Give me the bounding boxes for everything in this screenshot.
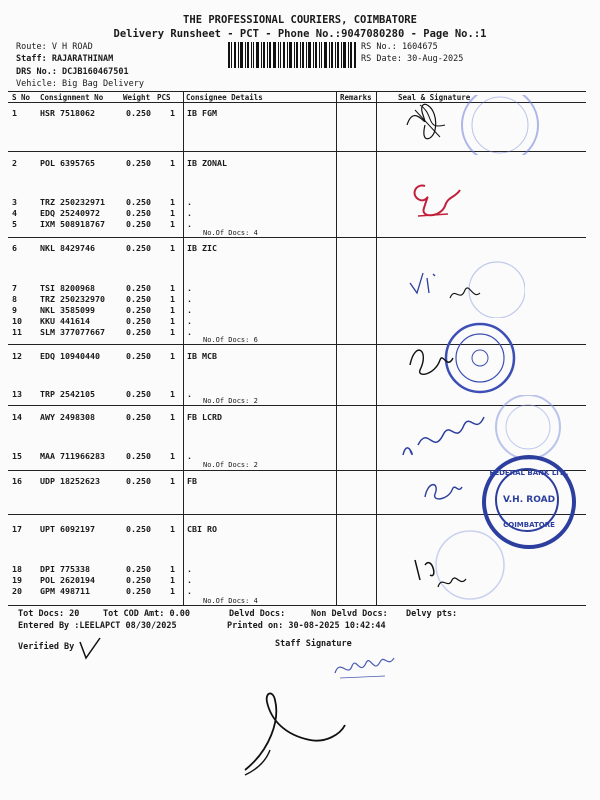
drs-number: DRS No.: DCJB160467501: [16, 67, 129, 77]
row-consignee: .: [187, 575, 192, 585]
row-consignee: .: [187, 305, 192, 315]
row-consignment: EDQ 10940440: [40, 351, 100, 361]
row-consignee: .: [187, 564, 192, 574]
row-weight: 0.250: [126, 243, 151, 253]
large-signature: [225, 680, 355, 790]
row-consignee: FB LCRD: [187, 412, 222, 422]
row-sno: 10: [12, 316, 22, 326]
row-sno: 4: [12, 208, 17, 218]
total-docs: Tot Docs: 20: [18, 609, 80, 619]
row-sno: 14: [12, 412, 22, 422]
row-sno: 3: [12, 197, 17, 207]
row-consignee: .: [187, 219, 192, 229]
row-weight: 0.250: [126, 586, 151, 596]
row-weight: 0.250: [126, 197, 151, 207]
row-pcs: 1: [170, 586, 175, 596]
doc-count: No.Of Docs: 2: [203, 461, 258, 469]
row-consignee: FB: [187, 476, 197, 486]
row-sno: 7: [12, 283, 17, 293]
row-weight: 0.250: [126, 412, 151, 422]
row-sno: 5: [12, 219, 17, 229]
row-consignment: HSR 7518062: [40, 108, 95, 118]
row-sno: 13: [12, 389, 22, 399]
row-consignment: UPT 6092197: [40, 524, 95, 534]
signature-stamp-row-1: [395, 95, 585, 155]
row-consignee: .: [187, 586, 192, 596]
row-consignment: NKL 8429746: [40, 243, 95, 253]
group-separator: [8, 237, 586, 238]
col-header-remarks: Remarks: [340, 93, 372, 102]
row-sno: 12: [12, 351, 22, 361]
row-pcs: 1: [170, 327, 175, 337]
rs-number: RS No.: 1604675: [361, 42, 438, 52]
row-consignee: .: [187, 389, 192, 399]
row-pcs: 1: [170, 158, 175, 168]
row-weight: 0.250: [126, 351, 151, 361]
total-cod: Tot COD Amt: 0.00: [103, 609, 190, 619]
row-consignee: .: [187, 283, 192, 293]
col-header-weight: Weight: [123, 93, 151, 102]
row-sno: 8: [12, 294, 17, 304]
row-consignee: IB MCB: [187, 351, 217, 361]
row-weight: 0.250: [126, 327, 151, 337]
row-weight: 0.250: [126, 208, 151, 218]
signature-stamp-row-17: [410, 525, 520, 605]
row-sno: 19: [12, 575, 22, 585]
row-consignee: .: [187, 451, 192, 461]
table-top-rule: [8, 91, 586, 92]
row-sno: 18: [12, 564, 22, 574]
row-weight: 0.250: [126, 219, 151, 229]
rs-date: RS Date: 30-Aug-2025: [361, 54, 464, 64]
runsheet-subtitle: Delivery Runsheet - PCT - Phone No.:9047080280 - Page No.:1: [113, 28, 487, 40]
row-consignment: MAA 711966283: [40, 451, 105, 461]
column-divider: [336, 91, 337, 606]
row-pcs: 1: [170, 451, 175, 461]
table-bottom-rule: [8, 605, 586, 606]
staff-signature-label: Staff Signature: [275, 639, 352, 649]
col-header-consignee: Consignee Details: [186, 93, 263, 102]
row-pcs: 1: [170, 305, 175, 315]
col-header-consignment: Consignment No: [40, 93, 104, 102]
staff-label: Staff: RAJARATHINAM: [16, 54, 114, 64]
row-consignment: POL 6395765: [40, 158, 95, 168]
row-pcs: 1: [170, 351, 175, 361]
row-pcs: 1: [170, 108, 175, 118]
row-sno: 6: [12, 243, 17, 253]
row-sno: 15: [12, 451, 22, 461]
doc-count: No.Of Docs: 6: [203, 336, 258, 344]
row-weight: 0.250: [126, 283, 151, 293]
company-title: THE PROFESSIONAL COURIERS, COIMBATORE: [183, 14, 417, 26]
row-weight: 0.250: [126, 476, 151, 486]
printed-on: Printed on: 30-08-2025 10:42:44: [227, 621, 386, 631]
row-weight: 0.250: [126, 305, 151, 315]
col-header-pcs: PCS: [157, 93, 171, 102]
row-sno: 20: [12, 586, 22, 596]
signature-row-16: [420, 472, 465, 507]
delivered-docs: Delvd Docs:: [229, 609, 286, 619]
row-pcs: 1: [170, 294, 175, 304]
doc-count: No.Of Docs: 4: [203, 597, 258, 605]
indian-bank-seal: [405, 320, 525, 395]
doc-count: No.Of Docs: 2: [203, 397, 258, 405]
verified-by-signature: [76, 634, 106, 664]
signature-stamp-row-6: [405, 258, 525, 318]
row-pcs: 1: [170, 564, 175, 574]
barcode: [228, 42, 356, 68]
row-consignment: EDQ 25240972: [40, 208, 100, 218]
row-consignee: .: [187, 327, 192, 337]
row-pcs: 1: [170, 575, 175, 585]
row-consignment: GPM 498711: [40, 586, 90, 596]
row-consignee: IB ZONAL: [187, 158, 227, 168]
row-consignee: CBI RO: [187, 524, 217, 534]
row-consignee: .: [187, 208, 192, 218]
row-pcs: 1: [170, 476, 175, 486]
seal-text-branch: V.H. ROAD: [502, 495, 556, 505]
row-weight: 0.250: [126, 158, 151, 168]
row-sno: 16: [12, 476, 22, 486]
col-header-sno: S No: [12, 93, 31, 102]
row-pcs: 1: [170, 524, 175, 534]
row-weight: 0.250: [126, 316, 151, 326]
signature-red: [400, 178, 470, 223]
verified-by-label: Verified By: [18, 642, 75, 652]
row-sno: 17: [12, 524, 22, 534]
row-pcs: 1: [170, 389, 175, 399]
row-sno: 9: [12, 305, 17, 315]
row-sno: 2: [12, 158, 17, 168]
row-consignment: KKU 441614: [40, 316, 90, 326]
seal-text-city: COIMBATORE: [503, 521, 555, 529]
row-weight: 0.250: [126, 564, 151, 574]
row-consignment: AWY 2498308: [40, 412, 95, 422]
row-pcs: 1: [170, 412, 175, 422]
delivery-points: Delvy pts:: [406, 609, 458, 619]
entered-by: Entered By :LEELAPCT 08/30/2025: [18, 621, 177, 631]
row-consignment: DPI 775338: [40, 564, 90, 574]
row-consignment: TSI 8200968: [40, 283, 95, 293]
column-divider: [183, 91, 184, 606]
row-consignee: IB FGM: [187, 108, 217, 118]
row-pcs: 1: [170, 197, 175, 207]
row-pcs: 1: [170, 208, 175, 218]
row-sno: 11: [12, 327, 22, 337]
col-header-seal: Seal & Signature: [398, 93, 471, 102]
row-consignment: TRZ 250232970: [40, 294, 105, 304]
row-consignment: POL 2620194: [40, 575, 95, 585]
row-consignee: IB ZIC: [187, 243, 217, 253]
row-consignee: .: [187, 316, 192, 326]
row-consignee: .: [187, 197, 192, 207]
row-consignment: NKL 3585099: [40, 305, 95, 315]
row-pcs: 1: [170, 219, 175, 229]
row-weight: 0.250: [126, 389, 151, 399]
row-weight: 0.250: [126, 524, 151, 534]
column-divider: [376, 91, 377, 606]
doc-count: No.Of Docs: 4: [203, 229, 258, 237]
row-weight: 0.250: [126, 451, 151, 461]
row-consignee: .: [187, 294, 192, 304]
seal-text-bank: FEDERAL BANK LTD.: [489, 469, 569, 477]
row-consignment: TRZ 250232971: [40, 197, 105, 207]
non-delivered-docs: Non Delvd Docs:: [311, 609, 388, 619]
row-consignment: UDP 18252623: [40, 476, 100, 486]
row-pcs: 1: [170, 316, 175, 326]
row-pcs: 1: [170, 283, 175, 293]
row-weight: 0.250: [126, 575, 151, 585]
row-pcs: 1: [170, 243, 175, 253]
row-weight: 0.250: [126, 108, 151, 118]
route-label: Route: V H ROAD: [16, 42, 93, 52]
row-weight: 0.250: [126, 294, 151, 304]
vehicle-label: Vehicle: Big Bag Delivery: [16, 79, 144, 89]
row-consignment: IXM 508918767: [40, 219, 105, 229]
row-sno: 1: [12, 108, 17, 118]
row-consignment: TRP 2542105: [40, 389, 95, 399]
row-consignment: SLM 377077667: [40, 327, 105, 337]
